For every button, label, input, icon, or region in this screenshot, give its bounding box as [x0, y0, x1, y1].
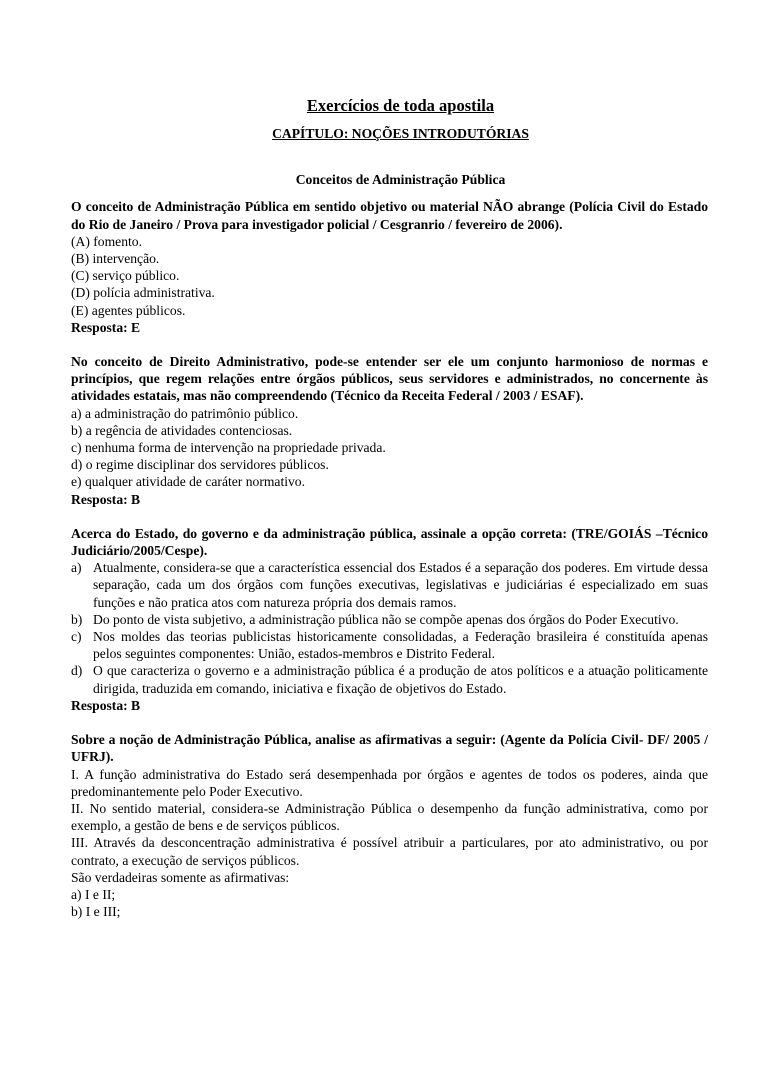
question-stem: O conceito de Administração Pública em sentido objetivo ou material NÃO abrange (Polícia Civil do Estado do Rio de Janeiro / Prova para investigador policial / Cesgranrio / fevereiro de 2006). [71, 199, 708, 232]
option-b: b) I e III; [71, 904, 121, 920]
option-c: c) nenhuma forma de intervenção na propriedade privada. [71, 440, 386, 456]
option-letter: d) [71, 663, 83, 679]
option-e: (E) agentes públicos. [71, 302, 186, 318]
option-a: (A) fomento. [71, 233, 142, 249]
question-stem: Acerca do Estado, do governo e da administração pública, assinale a opção correta: (TRE/GOIÁS –Técnico Judiciário/2005/Cespe). [71, 525, 708, 559]
option-text: Do ponto de vista subjetivo, a administração pública não se compõe apenas dos órgãos do Poder Executivo. [93, 611, 679, 627]
option-letter: c) [71, 629, 82, 645]
statement-iii: III. Através da desconcentração administrativa é possível atribuir a particulares, por ato administrativo, ou por contrato, a execução de serviços públicos. [71, 835, 708, 868]
option-a: a) I e II; [71, 886, 116, 902]
option-b: (B) intervenção. [71, 251, 160, 267]
option-a [71, 559, 708, 611]
question-stem: Sobre a noção de Administração Pública, analise as afirmativas a seguir: (Agente da Polícia Civil- DF/ 2005 / UFRJ). [71, 732, 708, 765]
chapter-heading: CAPÍTULO: NOÇÕES INTRODUTÓRIAS [272, 126, 529, 141]
option-c: (C) serviço público. [71, 268, 180, 284]
question-3 [71, 525, 708, 714]
section-subtitle: Conceitos de Administração Pública [295, 172, 506, 188]
statement-i: I. A função administrativa do Estado será desempenhada por órgãos e agentes de todos os poderes, ainda que predominantemente pelo Poder Executivo. [71, 766, 708, 799]
option-d [71, 662, 708, 696]
option-letter: a) [71, 560, 82, 576]
question-2 [71, 353, 708, 508]
option-b: b) a regência de atividades contenciosas. [71, 422, 293, 438]
option-c [71, 628, 708, 662]
answer-line: Resposta: B [71, 491, 141, 507]
option-letter: b) [71, 611, 83, 627]
answer-line: Resposta: E [71, 319, 141, 335]
question-1 [71, 198, 708, 336]
option-d: d) o regime disciplinar dos servidores públicos. [71, 457, 329, 473]
question-4 [71, 731, 708, 920]
question-prompt: São verdadeiras somente as afirmativas: [71, 869, 290, 885]
option-d: (D) polícia administrativa. [71, 285, 215, 301]
option-b [71, 611, 708, 628]
option-a: a) a administração do patrimônio público. [71, 405, 299, 421]
statement-ii: II. No sentido material, considera-se Administração Pública o desempenho da função administrativa, como por exemplo, a gestão de bens e de serviços públicos. [71, 800, 708, 834]
option-text: Nos moldes das teorias publicistas historicamente consolidadas, a Federação brasileira é constituída apenas pelos seguintes componentes: União, estados-membros e Distrito Federal. [93, 629, 708, 662]
option-text: Atualmente, considera-se que a característica essencial dos Estados é a separação dos poderes. Em virtude dessa separação, cada um dos órgãos com funções executivas, legislativas e judiciárias é especializado em suas funções e não pratica atos com natureza própria dos demais ramos. [93, 560, 708, 610]
option-e: e) qualquer atividade de caráter normativo. [71, 474, 306, 490]
answer-line: Resposta: B [71, 697, 141, 713]
document-title: Exercícios de toda apostila [306, 96, 495, 115]
question-stem: No conceito de Direito Administrativo, pode-se entender ser ele um conjunto harmonioso de normas e princípios, que regem relações entre órgãos públicos, seus servidores e administrados, no concernente às atividades estatais, mas não compreendendo (Técnico da Receita Federal / 2003 / ESAF). [71, 354, 708, 404]
option-text: O que caracteriza o governo e a administração pública é a produção de atos políticos e a atuação politicamente dirigida, traduzida em comando, iniciativa e fixação de objetivos do Estado. [93, 663, 708, 696]
